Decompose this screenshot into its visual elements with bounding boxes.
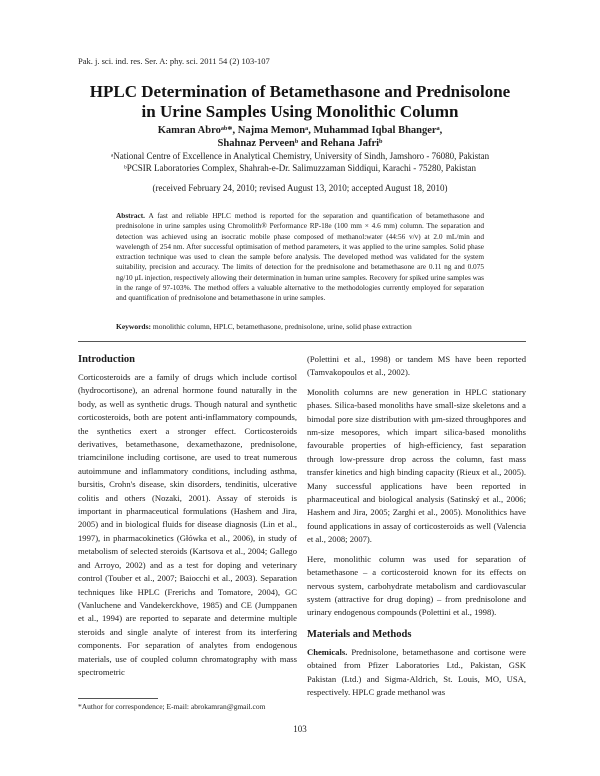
author-list — [60, 124, 540, 150]
correspondence-footnote: *Author for correspondence; E-mail: abrokamran@gmail.com — [78, 702, 266, 711]
section-divider — [78, 341, 526, 342]
abstract — [116, 211, 484, 304]
footnote-divider — [78, 698, 158, 699]
chemicals-paragraph — [307, 646, 526, 700]
chemicals-label: Chemicals. — [307, 646, 348, 657]
introduction-heading: Introduction — [78, 354, 135, 365]
page-number: 103 — [293, 724, 307, 734]
keywords — [116, 322, 484, 331]
methods-heading: Materials and Methods — [307, 628, 412, 640]
abstract-text: A fast and reliable HPLC method is reported for the separation and quantification of betamethasone and prednisolone in urine samples using Chromolith® Performance RP-18e (100 mm × 4.6 mm) column. The separation and detection was achieved using an isocratic mobile phase composed of methanol:water (44:56 v/v) at 2.0 mL/min and wavelength of 254 nm. After successful optimisation of method parameters, it was applied to the urine samples. Solid phase extraction technique was used to clean the sample before analysis. The developed method was validated for the system suitability, precision and accuracy. The limits of detection for the prednisolone and betamethasone are 0.11 ng and 0.075 ng/10 µL injection, respectively allowing their determination in human urine samples. Recovery for spiked urine samples was in the range of 97-103%. The method offers a valuable alternative to the methodologies currently employed for separation and quantification of prednisolone and betamethasone in urine samples. — [116, 211, 484, 303]
abstract-label: Abstract. — [116, 211, 145, 220]
chemicals-text: Prednisolone, betamethasone and cortisone were obtained from Pfizer Laboratories Ltd., Pakistan, GSK Pakistan (Ltd.) and Sigma-Aldrich, St. Louis, MO, USA, respectively. HPLC grade methanol was — [307, 646, 526, 697]
article-title — [60, 82, 540, 122]
received-dates: (received February 24, 2010; revised August 13, 2010; accepted August 18, 2010) — [152, 183, 448, 193]
left-column — [78, 353, 297, 685]
authors-line-2: Shahnaz Perveenᵇ and Rehana Jafriᵇ — [217, 138, 383, 149]
keywords-label: Keywords: — [116, 322, 151, 331]
journal-citation: Pak. j. sci. ind. res. Ser. A: phy. sci. 2011 54 (2) 103-107 — [78, 56, 270, 66]
keywords-text: monolithic column, HPLC, betamethasone, prednisolone, urine, solid phase extraction — [152, 322, 412, 331]
right-column — [307, 353, 526, 705]
title-line-1: HPLC Determination of Betamethasone and Prednisolone — [89, 82, 511, 101]
introduction-paragraph-2: Monolith columns are new generation in HPLC stationary phases. Silica-based monoliths have small-size skeletons and a bimodal pore size distribution with µm-sized throughpores and nm-size mesopores, which impart silica-based monoliths favourable properties of high-efficiency, fast separation through low-pressure drop across the column, fast mass transfer kinetics and high binding capacity (Rieux et al., 2005). Many successful applications have been reported in pharmaceutical and biological analysis (Satinský et al., 2006; Hashem and Jira, 2005; Zarghi et al., 2005). Monolithics have found applications in assay of corticosteroids as well (Valencia et al., 2008; 2007). — [307, 386, 526, 545]
introduction-paragraph-1-continued: (Polettini et al., 1998) or tandem MS have been reported (Tamvakopoulos et al., 2002). — [307, 354, 526, 378]
introduction-paragraph-1: Corticosteroids are a family of drugs which include cortisol (hydrocortisone), an adrenal hormone found naturally in the body, as well as synthetic drugs. Though natural and synthetic corticosteroids, both are potent anti-inflammatory compounds, the synthetics exert a stronger effect. Corticosteroids derivatives, betamethasone, dexamethazone, prednisolone, triamcinilone including cortisone, are used to treat numerous autoimmune and inflammatory conditions, including asthma, bursitis, Crohn's disease, skin disorders, tendinitis, ulcerative colitis and others (Nozaki, 2001). Assay of steroids is important in pharmaceutical formulations (Hashem and Jira, 2005) and in biological fluids for disease diagnosis (Lin et al., 1997), in pharmacokinetics (Główka et al., 2006), in study of metabolism of selected steroids (Kartsova et al., 2004; Gallego and Arroyo, 2002) and as a test for doping and veterinary control (Touber et al., 2007; Baiocchi et al., 2003). Separation techniques like HPLC (Frerichs and Tomatore, 2004), GC (Vanluchene and Vandekerckhove, 1985) and CE (Jumppanen et al., 1994) are reported to separate and determine multiple steroids and single analyte of interest from its interfering components. For separation of analytes from endogenous materials, use of coupled column chromatography with mass spectrometric — [78, 372, 297, 677]
affiliation-a: ᵃNational Centre of Excellence in Analytical Chemistry, University of Sindh, Jamshoro - 76080, Pakistan — [110, 151, 490, 161]
authors-line-1: Kamran Abroᵃᵇ*, Najma Memonᵃ, Muhammad Iqbal Bhangerᵃ, — [157, 125, 443, 136]
affiliation-b: ᵇPCSIR Laboratories Complex, Shahrah-e-Dr. Salimuzzaman Siddiqui, Karachi - 75280, Pakistan — [124, 162, 476, 173]
title-line-2: in Urine Samples Using Monolithic Column — [141, 102, 459, 121]
affiliations — [60, 151, 540, 174]
introduction-paragraph-3: Here, monolithic column was used for separation of betamethasone – a corticosteroid known for its effects on nervous system, carbohydrate metabolism and cardiovascular system (attractive for drug doping) – from prednisolone and urinary endogenous compounds (Polettini et al., 1998). — [307, 553, 526, 618]
